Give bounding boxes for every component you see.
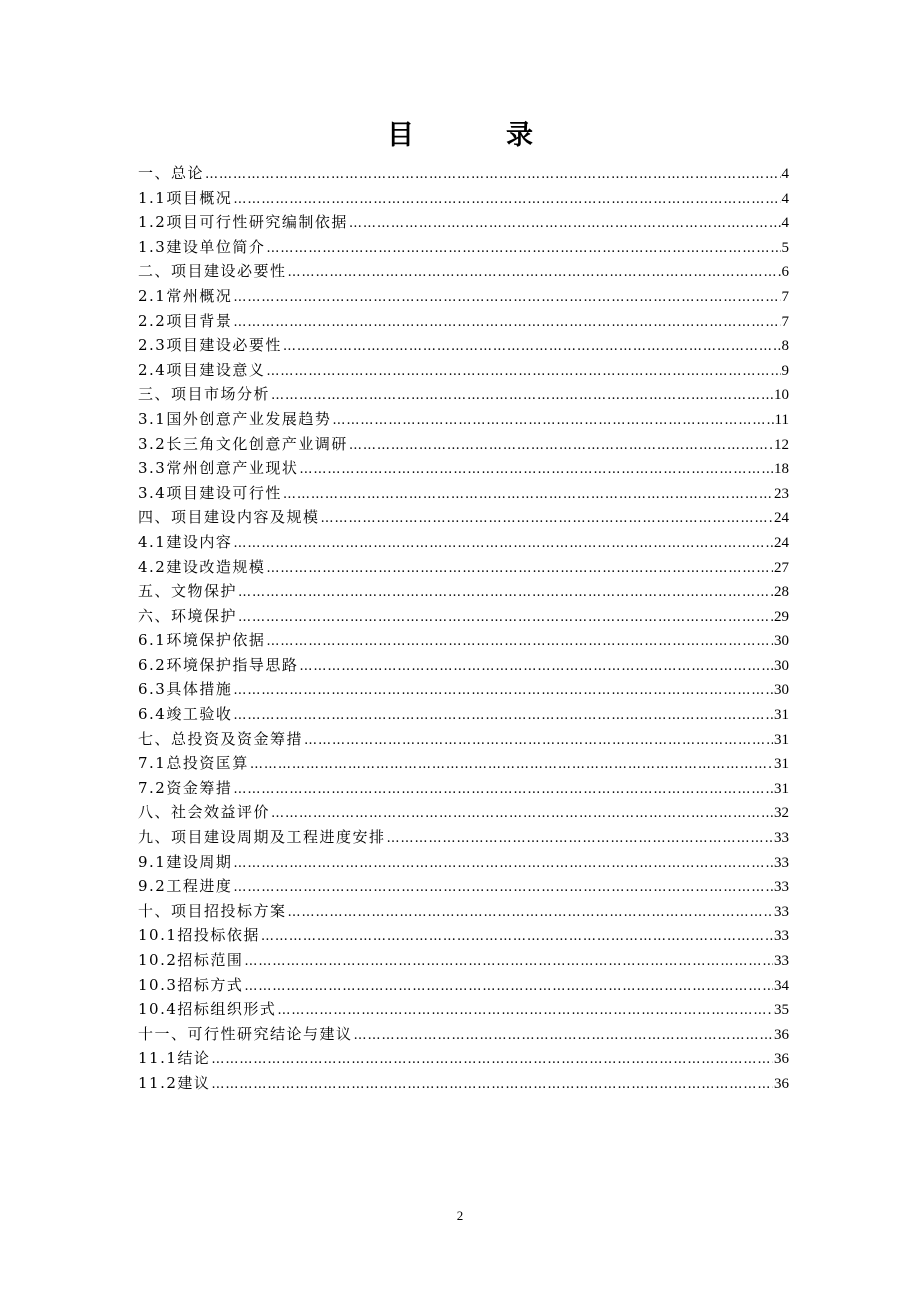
toc-entry-label: 9.1建设周期 (138, 852, 233, 871)
toc-entry[interactable] (138, 333, 789, 358)
toc-dot-leader (266, 237, 780, 262)
toc-dot-leader (283, 335, 781, 360)
toc-entry[interactable] (138, 677, 789, 702)
toc-entry-label: 3.2长三角文化创意产业调研 (138, 434, 348, 453)
toc-entry-label: 10.1招投标依据 (138, 926, 260, 945)
toc-entry-page: 24 (774, 510, 789, 527)
toc-entry-label: 6.1环境保护依据 (138, 631, 266, 650)
toc-entry-page: 30 (774, 633, 789, 650)
toc-entry[interactable] (138, 997, 789, 1022)
toc-entry[interactable] (138, 530, 789, 555)
toc-entry[interactable] (138, 948, 789, 973)
toc-entry-label: 6.4竣工验收 (138, 705, 233, 724)
toc-dot-leader (299, 458, 773, 483)
toc-entry[interactable] (138, 727, 789, 752)
toc-entry-page: 4 (781, 190, 789, 207)
toc-entry[interactable] (138, 653, 789, 678)
toc-entry-page: 33 (774, 903, 789, 920)
toc-entry-page: 36 (774, 1075, 789, 1092)
toc-entry[interactable] (138, 235, 789, 260)
toc-dot-leader (354, 1024, 773, 1049)
toc-dot-leader (288, 261, 781, 286)
toc-entry-label: 6.3具体措施 (138, 680, 233, 699)
toc-dot-leader (261, 925, 773, 950)
toc-entry-page: 31 (774, 756, 789, 773)
toc-entry[interactable] (138, 186, 789, 211)
toc-dot-leader (233, 311, 780, 336)
toc-entry[interactable] (138, 210, 789, 235)
toc-entry[interactable] (138, 259, 789, 284)
toc-entry-page: 32 (774, 805, 789, 822)
toc-entry[interactable] (138, 899, 789, 924)
toc-entry-label: 11.1结论 (138, 1049, 211, 1068)
toc-entry-page: 24 (774, 534, 789, 551)
toc-entry-page: 28 (774, 584, 789, 601)
toc-entry-label: 11.2建议 (138, 1073, 211, 1092)
toc-entry-label: 3.3常州创意产业现状 (138, 459, 299, 478)
toc-entry[interactable] (138, 874, 789, 899)
toc-entry-label: 一、总论 (138, 164, 205, 182)
toc-dot-leader (238, 606, 773, 631)
toc-entry-label: 1.3建设单位简介 (138, 237, 266, 256)
toc-dot-leader (244, 975, 773, 1000)
toc-dot-leader (233, 532, 773, 557)
toc-entry-page: 33 (774, 928, 789, 945)
toc-entry-label: 九、项目建设周期及工程进度安排 (138, 828, 386, 847)
toc-entry-page: 27 (774, 559, 789, 576)
table-of-contents (138, 161, 789, 1096)
toc-entry-label: 四、项目建设内容及规模 (138, 508, 320, 527)
toc-dot-leader (349, 434, 773, 459)
toc-entry-page: 36 (774, 1051, 789, 1068)
toc-dot-leader (266, 557, 773, 582)
toc-entry-label: 2.3项目建设必要性 (138, 336, 282, 355)
toc-entry-page: 33 (774, 830, 789, 847)
toc-dot-leader (283, 483, 773, 508)
toc-entry-page: 12 (774, 436, 789, 453)
toc-entry-page: 23 (774, 485, 789, 502)
toc-entry[interactable] (138, 1022, 789, 1047)
toc-entry-label: 七、总投资及资金筹措 (138, 729, 304, 748)
toc-dot-leader (233, 778, 773, 803)
toc-entry[interactable] (138, 432, 789, 457)
toc-entry-page: 10 (774, 387, 789, 404)
toc-entry-page: 5 (781, 239, 789, 256)
toc-entry-label: 1.2项目可行性研究编制依据 (138, 213, 348, 232)
toc-entry-page: 7 (781, 313, 789, 330)
toc-dot-leader (299, 655, 773, 680)
toc-dot-leader (211, 1048, 773, 1073)
toc-entry-label: 4.1建设内容 (138, 532, 233, 551)
toc-entry[interactable] (138, 800, 789, 825)
toc-entry-label: 2.2项目背景 (138, 311, 233, 330)
toc-entry-page: 33 (774, 879, 789, 896)
toc-dot-leader (277, 999, 773, 1024)
toc-entry[interactable] (138, 284, 789, 309)
toc-entry-page: 35 (774, 1002, 789, 1019)
toc-entry-page: 33 (774, 854, 789, 871)
toc-entry-label: 三、项目市场分析 (138, 385, 271, 404)
toc-entry-label: 八、社会效益评价 (138, 803, 271, 822)
toc-entry[interactable] (138, 382, 789, 407)
toc-entry[interactable] (138, 973, 789, 998)
toc-entry[interactable] (138, 481, 789, 506)
toc-entry[interactable] (138, 604, 789, 629)
toc-dot-leader (233, 704, 773, 729)
toc-entry-page: 30 (774, 657, 789, 674)
toc-entry-page: 33 (774, 953, 789, 969)
toc-entry-label: 1.1项目概况 (138, 188, 233, 207)
toc-entry-page: 31 (774, 707, 789, 724)
toc-dot-leader (271, 384, 773, 409)
toc-dot-leader (244, 950, 773, 975)
toc-entry-page: 34 (774, 977, 789, 994)
toc-entry-page: 8 (781, 338, 789, 355)
toc-entry[interactable] (138, 1046, 789, 1071)
toc-entry-label: 10.2招标范围 (138, 951, 244, 969)
toc-entry-page: 36 (774, 1026, 789, 1043)
toc-dot-leader (288, 901, 773, 926)
toc-dot-leader (271, 802, 773, 827)
toc-entry-page: 11 (774, 411, 789, 428)
toc-entry-page: 4 (781, 215, 789, 232)
toc-entry-label: 十一、可行性研究结论与建议 (138, 1024, 353, 1043)
toc-dot-leader (266, 630, 773, 655)
toc-entry-label: 十、项目招投标方案 (138, 901, 287, 920)
toc-entry-page: 29 (774, 608, 789, 625)
toc-entry-page: 18 (774, 461, 789, 478)
toc-dot-leader (233, 852, 773, 877)
toc-entry-label: 7.2资金筹措 (138, 778, 233, 797)
toc-entry[interactable] (138, 358, 789, 383)
toc-entry[interactable] (138, 579, 789, 604)
toc-entry-page: 31 (774, 731, 789, 748)
toc-dot-leader (233, 876, 773, 901)
toc-entry[interactable] (138, 923, 789, 948)
toc-entry[interactable] (138, 850, 789, 875)
toc-entry[interactable] (138, 628, 789, 653)
toc-entry-page: 30 (774, 682, 789, 699)
toc-entry-label: 3.1国外创意产业发展趋势 (138, 409, 332, 428)
toc-dot-leader (387, 827, 773, 852)
toc-entry-label: 二、项目建设必要性 (138, 262, 287, 281)
toc-dot-leader (211, 1073, 773, 1098)
toc-dot-leader (233, 286, 780, 311)
toc-dot-leader (349, 212, 781, 237)
toc-entry-label: 五、文物保护 (138, 582, 238, 601)
toc-entry-page: 6 (781, 264, 789, 281)
toc-entry[interactable] (138, 161, 789, 186)
toc-entry-label: 10.4招标组织形式 (138, 1000, 277, 1019)
toc-entry[interactable] (138, 702, 789, 727)
toc-entry[interactable] (138, 456, 789, 481)
toc-entry-label: 7.1总投资匡算 (138, 754, 249, 773)
page-number: 2 (456, 1208, 464, 1223)
toc-title: 目录 (387, 120, 625, 151)
toc-dot-leader (238, 581, 773, 606)
toc-dot-leader (332, 409, 773, 434)
toc-entry-label: 10.3招标方式 (138, 975, 244, 994)
toc-entry-page: 7 (781, 288, 789, 305)
toc-entry-page: 31 (774, 780, 789, 797)
toc-entry[interactable] (138, 407, 789, 432)
toc-entry-label: 9.2工程进度 (138, 877, 233, 896)
toc-entry-label: 4.2建设改造规模 (138, 557, 266, 576)
toc-entry-page: 4 (781, 166, 789, 182)
toc-dot-leader (233, 188, 780, 213)
toc-entry[interactable] (138, 555, 789, 580)
toc-entry-label: 2.1常州概况 (138, 286, 233, 305)
toc-entry[interactable] (138, 309, 789, 334)
toc-dot-leader (250, 753, 773, 778)
toc-dot-leader (205, 163, 780, 188)
toc-entry-label: 3.4项目建设可行性 (138, 483, 282, 502)
toc-entry[interactable] (138, 776, 789, 801)
toc-dot-leader (304, 729, 773, 754)
toc-entry-page: 9 (781, 362, 789, 379)
toc-dot-leader (233, 679, 773, 704)
toc-entry[interactable] (138, 751, 789, 776)
toc-entry-label: 2.4项目建设意义 (138, 360, 266, 379)
toc-entry[interactable] (138, 825, 789, 850)
toc-entry-label: 六、环境保护 (138, 606, 238, 625)
toc-entry[interactable] (138, 505, 789, 530)
toc-dot-leader (321, 507, 773, 532)
toc-entry[interactable] (138, 1071, 789, 1096)
toc-dot-leader (266, 360, 780, 385)
toc-entry-label: 6.2环境保护指导思路 (138, 655, 299, 674)
